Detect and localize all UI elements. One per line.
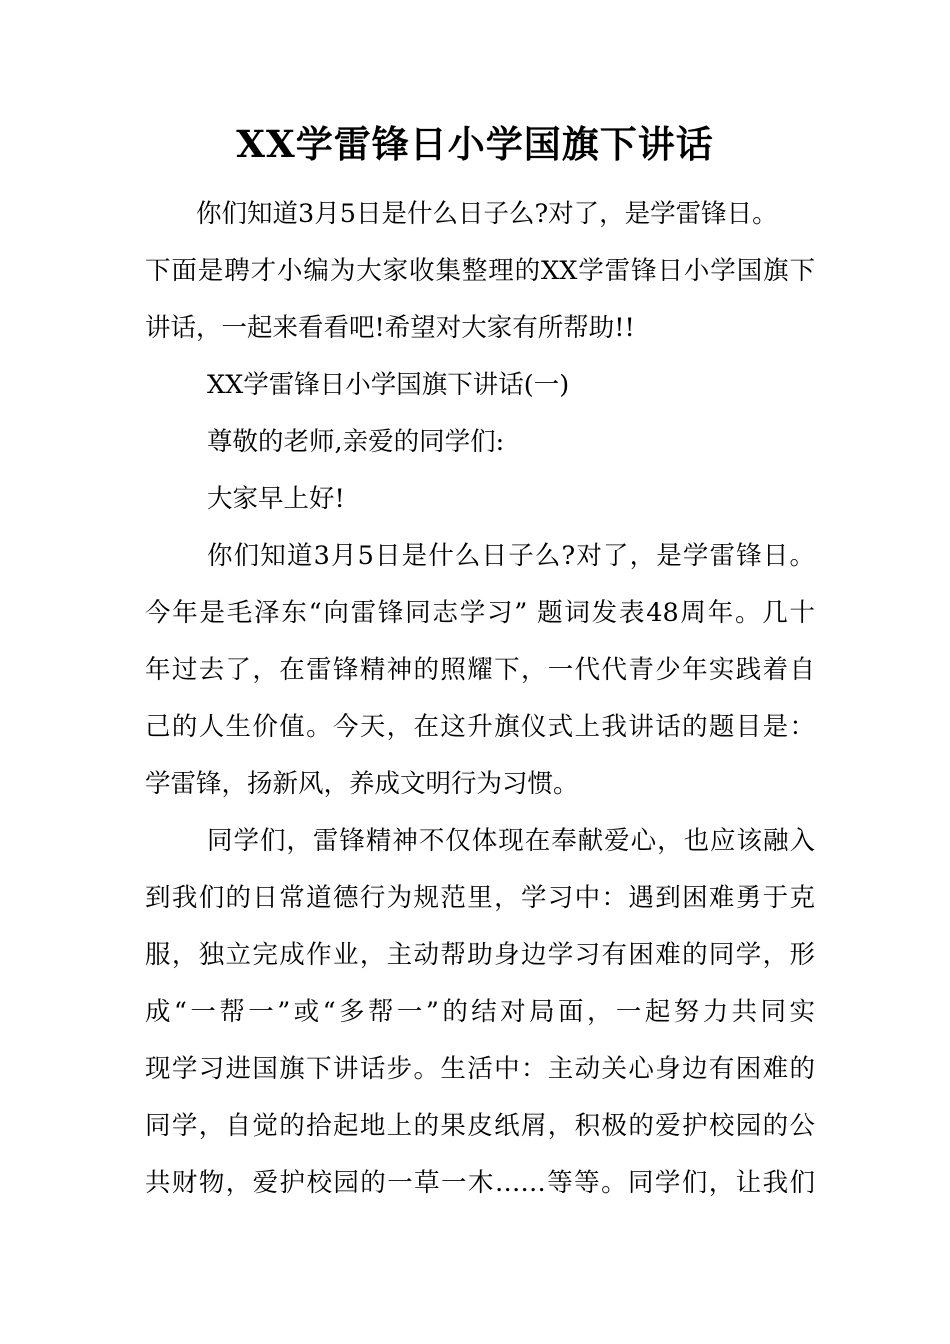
paragraph-line: 现学习进国旗下讲话步。生活中：主动关心身边有困难的: [145, 1054, 815, 1084]
paragraph-line: 你们知道3月5日是什么日子么?对了，是学雷锋日。: [207, 541, 815, 571]
paragraph-line: 下面是聘才小编为大家收集整理的XX学雷锋日小学国旗下: [145, 256, 815, 286]
salutation: 尊敬的老师,亲爱的同学们:: [207, 427, 505, 457]
paragraph-line: 学雷锋，扬新风，养成文明行为习惯。: [145, 769, 579, 799]
paragraph-line: 成“一帮一”或“多帮一”的结对局面，一起努力共同实: [145, 997, 815, 1027]
paragraph-line: 同学，自觉的拾起地上的果皮纸屑，积极的爱护校园的公: [145, 1111, 815, 1141]
section-heading: XX学雷锋日小学国旗下讲话(一): [207, 370, 570, 400]
document-title: XX学雷锋日小学国旗下讲话: [236, 122, 714, 166]
greeting: 大家早上好!: [207, 484, 345, 514]
paragraph-line: 你们知道3月5日是什么日子么?对了，是学雷锋日。: [196, 199, 778, 229]
paragraph-line: 共财物，爱护校园的一草一木……等等。同学们，让我们: [145, 1168, 815, 1198]
paragraph-line: 到我们的日常道德行为规范里，学习中：遇到困难勇于克: [145, 883, 815, 913]
paragraph-line: 同学们，雷锋精神不仅体现在奉献爱心，也应该融入: [207, 826, 815, 856]
paragraph-line: 年过去了，在雷锋精神的照耀下，一代代青少年实践着自: [145, 655, 815, 685]
paragraph-line: 今年是毛泽东“向雷锋同志学习” 题词发表48周年。几十: [145, 598, 815, 628]
paragraph-line: 服，独立完成作业，主动帮助身边学习有困难的同学，形: [145, 940, 815, 970]
paragraph-line: 讲话，一起来看看吧!希望对大家有所帮助!!: [145, 313, 635, 343]
paragraph-line: 己的人生价值。今天，在这升旗仪式上我讲话的题目是：: [145, 712, 815, 742]
